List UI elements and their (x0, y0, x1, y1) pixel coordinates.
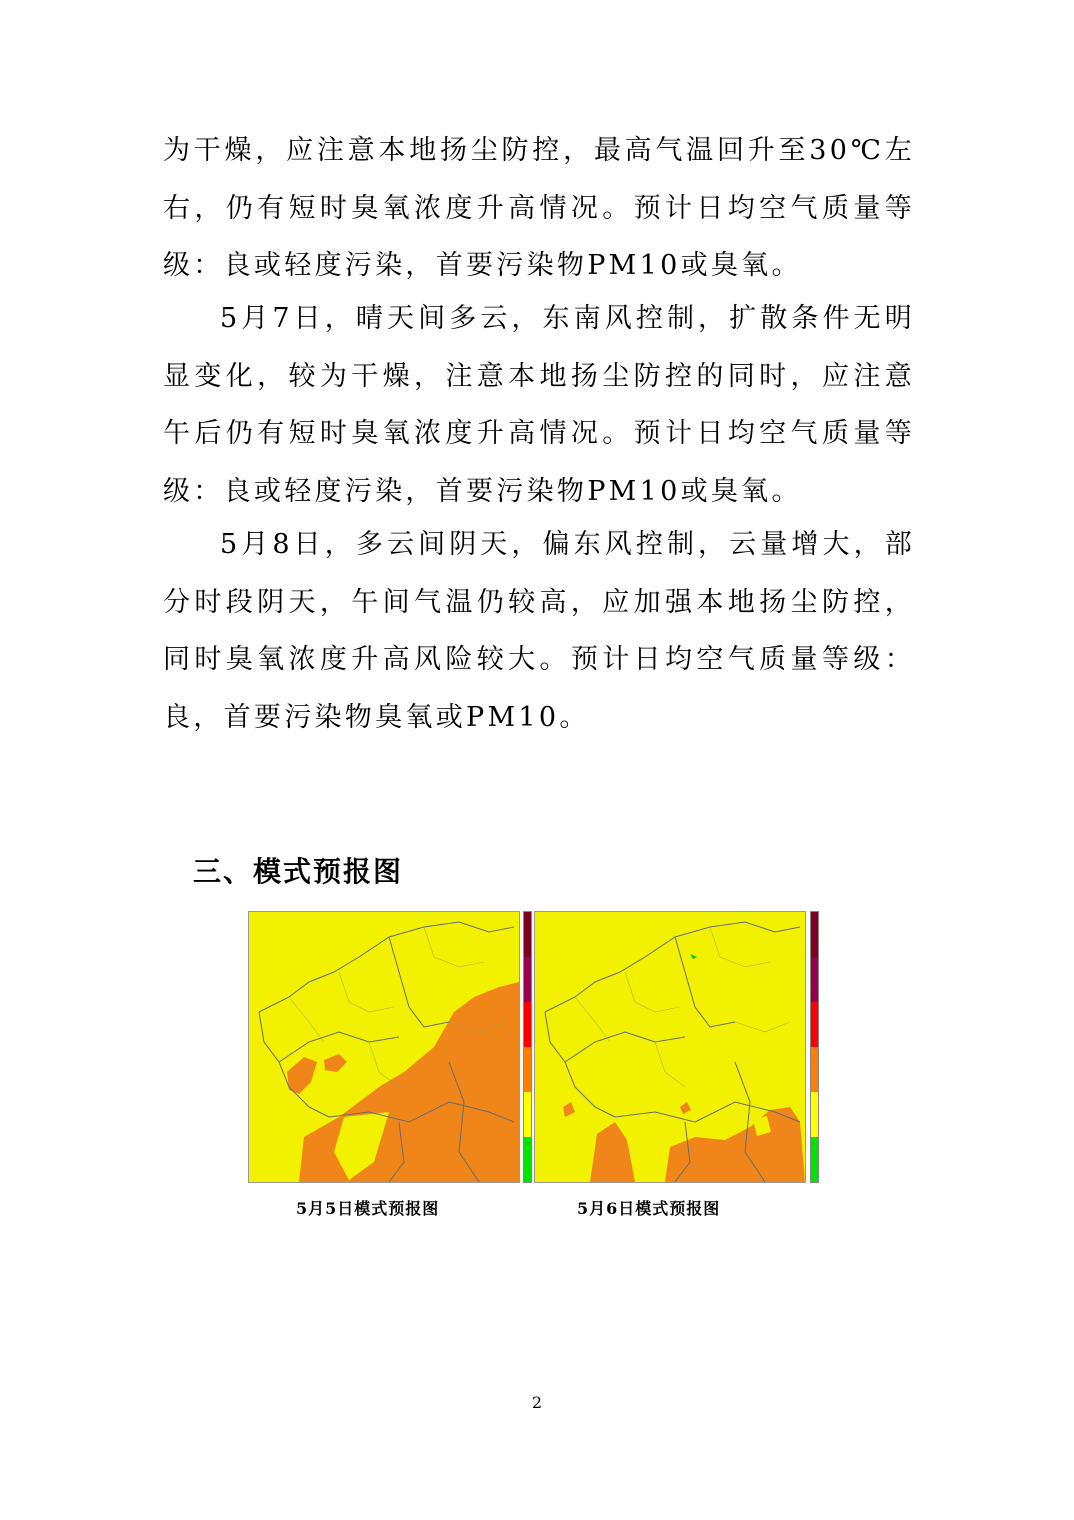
legend-swatch (524, 1115, 531, 1138)
legend-swatch (811, 1025, 818, 1048)
legend-swatch (811, 912, 818, 935)
legend-swatch (811, 980, 818, 1003)
forecast-map-may6 (534, 911, 806, 1183)
legend-swatch (524, 1070, 531, 1093)
color-legend (810, 911, 819, 1183)
paragraph-3: 5月8日，多云间阴天，偏东风控制，云量增大，部分时段阴天，午间气温仍较高，应加强本地扬尘防控，同时臭氧浓度升高风险较大。预计日均空气质量等级：良，首要污染物臭氧或PM10。 (163, 529, 915, 733)
legend-swatch (524, 957, 531, 980)
legend-swatch (524, 1002, 531, 1025)
figure-caption-2: 5月6日模式预报图 (577, 1199, 721, 1218)
page-number: 2 (531, 1393, 543, 1412)
legend-swatch (524, 935, 531, 958)
forecast-map-may5 (248, 911, 520, 1183)
legend-swatch (524, 1092, 531, 1115)
legend-swatch (811, 1002, 818, 1025)
legend-swatch (811, 1160, 818, 1183)
legend-swatch (811, 957, 818, 980)
color-legend (523, 911, 532, 1183)
legend-swatch (811, 1047, 818, 1070)
figure-caption-1: 5月5日模式预报图 (296, 1199, 440, 1218)
paragraph-2: 5月7日，晴天间多云，东南风控制，扩散条件无明显变化，较为干燥，注意本地扬尘防控的同时，应注意午后仍有短时臭氧浓度升高情况。预计日均空气质量等级：良或轻度污染，首要污染物PM10或臭氧。 (163, 303, 915, 507)
legend-swatch (811, 1092, 818, 1115)
legend-swatch (811, 1070, 818, 1093)
legend-swatch (811, 1137, 818, 1160)
legend-swatch (524, 980, 531, 1003)
section-heading: 三、模式预报图 (193, 855, 404, 888)
legend-swatch (524, 1047, 531, 1070)
legend-swatch (524, 1160, 531, 1183)
legend-swatch (811, 1115, 818, 1138)
legend-swatch (524, 912, 531, 935)
paragraph-1: 为干燥，应注意本地扬尘防控，最高气温回升至30℃左右，仍有短时臭氧浓度升高情况。预计日均空气质量等级：良或轻度污染，首要污染物PM10或臭氧。 (163, 135, 915, 281)
legend-swatch (524, 1025, 531, 1048)
legend-swatch (524, 1137, 531, 1160)
legend-swatch (811, 935, 818, 958)
